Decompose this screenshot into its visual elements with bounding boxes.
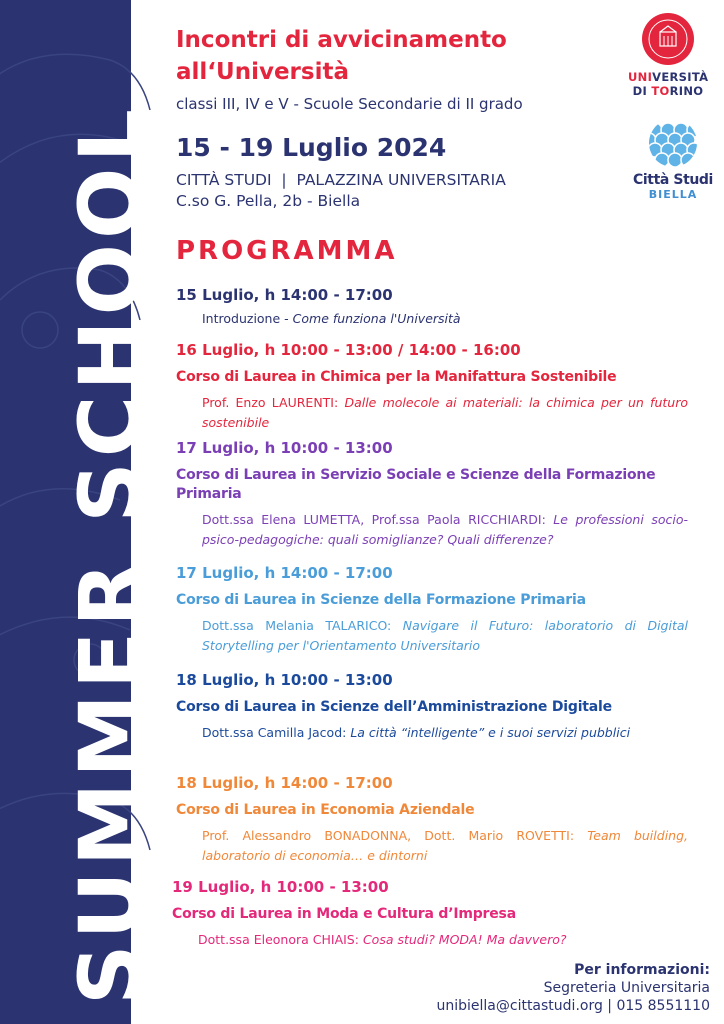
session-date: 18 Luglio, h 14:00 - 17:00 bbox=[176, 774, 393, 792]
cittastudi-city: BIELLA bbox=[648, 188, 698, 201]
session-6 bbox=[176, 773, 688, 866]
session-description: Dott.ssa Camilla Jacod: La città “intelligente” e i suoi servizi pubblici bbox=[202, 725, 631, 740]
session-date: 19 Luglio, h 10:00 - 13:00 bbox=[172, 878, 389, 896]
page-title: Incontri di avvicinamento all‘Università bbox=[176, 27, 507, 85]
session-course: Corso di Laurea in Scienze dell’Amministrazione Digitale bbox=[176, 699, 612, 715]
venue-line-2: C.so G. Pella, 2b - Biella bbox=[176, 192, 361, 210]
cittastudi-name: Città Studi bbox=[633, 172, 713, 188]
session-date: 17 Luglio, h 10:00 - 13:00 bbox=[176, 439, 393, 457]
info-heading: Per informazioni: bbox=[574, 962, 710, 978]
session-2 bbox=[176, 340, 688, 433]
session-4 bbox=[176, 563, 688, 656]
session-5 bbox=[176, 670, 688, 743]
session-7 bbox=[172, 877, 684, 950]
contact-info bbox=[436, 961, 710, 1015]
session-description: Introduzione - Come funziona l'Università bbox=[202, 311, 461, 326]
info-contact[interactable]: unibiella@cittastudi.org | 015 8551110 bbox=[436, 998, 710, 1014]
session-course: Corso di Laurea in Scienze della Formazione Primaria bbox=[176, 592, 586, 608]
session-date: 16 Luglio, h 10:00 - 13:00 / 14:00 - 16:00 bbox=[176, 341, 521, 359]
cittastudi-emblem-icon bbox=[646, 118, 700, 168]
session-course: Corso di Laurea in Economia Aziendale bbox=[176, 802, 475, 818]
page-subtitle: classi III, IV e V - Scuole Secondarie di II grado bbox=[176, 95, 523, 113]
session-date: 18 Luglio, h 10:00 - 13:00 bbox=[176, 671, 393, 689]
session-description: Prof. Alessandro BONADONNA, Dott. Mario ROVETTI: Team building, laboratorio di economia… e dintorni bbox=[202, 828, 688, 863]
session-course: Corso di Laurea in Chimica per la Manifattura Sostenibile bbox=[176, 369, 617, 385]
event-dates: 15 - 19 Luglio 2024 bbox=[176, 133, 447, 162]
session-course: Corso di Laurea in Servizio Sociale e Scienze della Formazione Primaria bbox=[176, 467, 656, 502]
session-date: 15 Luglio, h 14:00 - 17:00 bbox=[176, 286, 393, 304]
session-description: Dott.ssa Melania TALARICO: Navigare il Futuro: laboratorio di Digital Storytelling per l'Orientamento Universitario bbox=[202, 618, 688, 653]
session-description: Dott.ssa Eleonora CHIAIS: Cosa studi? MODA! Ma davvero? bbox=[198, 932, 567, 947]
venue-line-1: CITTÀ STUDI | PALAZZINA UNIVERSITARIA bbox=[176, 171, 506, 189]
session-1 bbox=[176, 285, 688, 329]
unito-seal-icon bbox=[641, 12, 695, 66]
session-description: Dott.ssa Elena LUMETTA, Prof.ssa Paola RICCHIARDI: Le professioni socio-psico-pedagogiche: quali somiglianze? Quali differenze? bbox=[202, 512, 688, 547]
programma-heading: PROGRAMMA bbox=[176, 236, 398, 266]
info-office: Segreteria Universitaria bbox=[543, 980, 710, 996]
summer-school-label: SUMMER SCHOOL bbox=[61, 104, 159, 1005]
venue bbox=[176, 170, 506, 212]
cittastudi-logo bbox=[628, 118, 718, 201]
session-course: Corso di Laurea in Moda e Cultura d’Impresa bbox=[172, 906, 516, 922]
session-3 bbox=[176, 438, 688, 550]
session-description: Prof. Enzo LAURENTI: Dalle molecole ai materiali: la chimica per un futuro sostenibile bbox=[202, 395, 688, 430]
session-date: 17 Luglio, h 14:00 - 17:00 bbox=[176, 564, 393, 582]
sidebar-banner bbox=[0, 0, 159, 1024]
unito-logo bbox=[628, 12, 708, 98]
unito-wordmark: UNIVERSITÀ DI TORINO bbox=[628, 70, 709, 98]
